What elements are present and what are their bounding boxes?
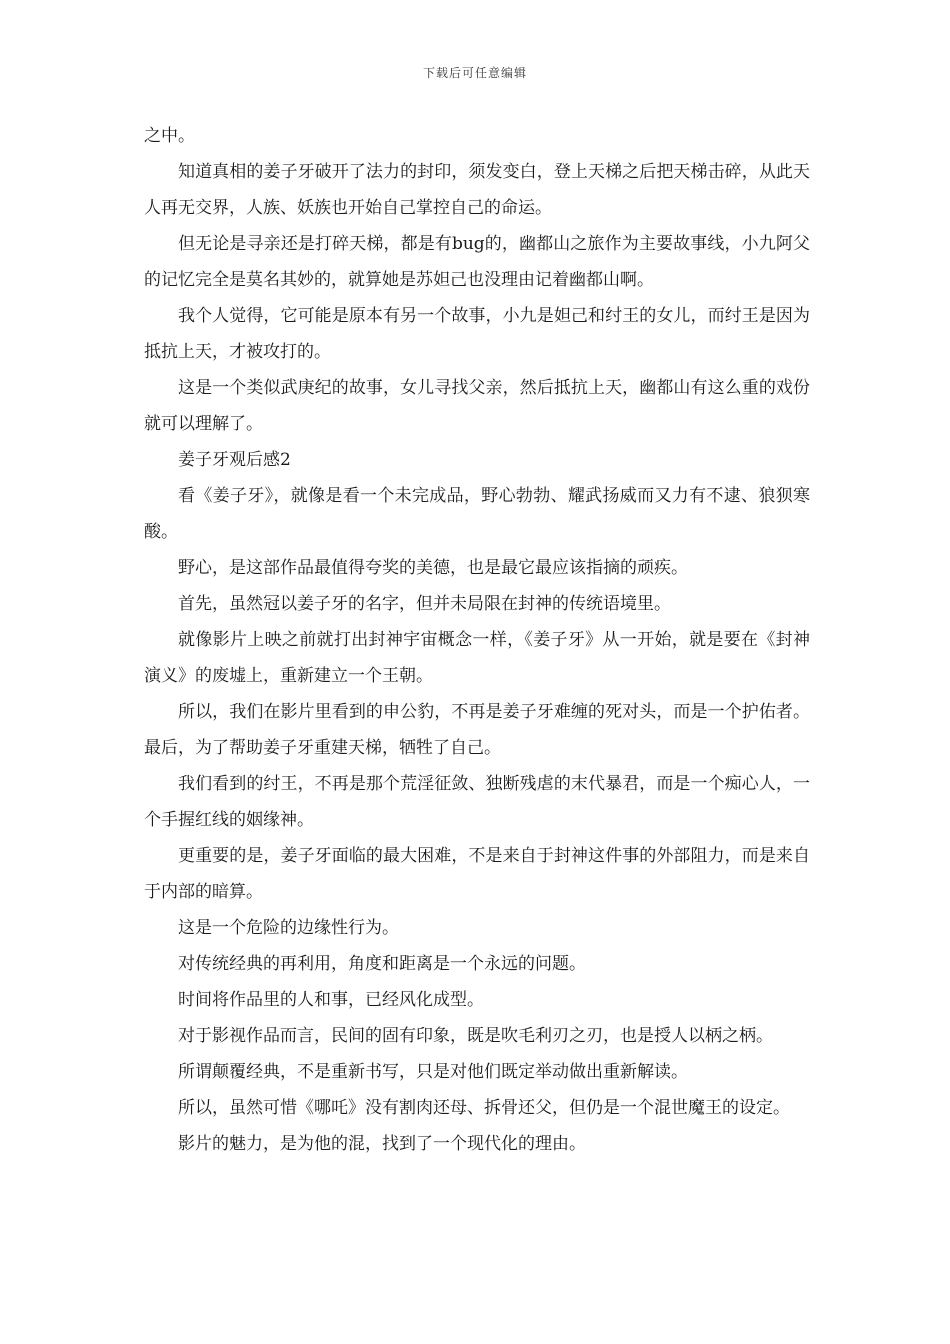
paragraph: 所谓颠覆经典，不是重新书写，只是对他们既定举动做出重新解读。 <box>178 1062 688 1082</box>
paragraph: 影片的魅力，是为他的混，找到了一个现代化的理由。 <box>178 1134 586 1154</box>
paragraph: 时间将作品里的人和事，已经风化成型。 <box>178 990 484 1010</box>
paragraph: 首先，虽然冠以姜子牙的名字，但并未局限在封神的传统语境里。 <box>178 594 671 614</box>
paragraph: 对于影视作品而言，民间的固有印象，既是吹毛利刃之刃，也是授人以柄之柄。 <box>178 1026 773 1046</box>
paragraph: 我们看到的纣王，不再是那个荒淫征敛、独断残虐的末代暴君，而是一个痴心人，一个手握红线的姻缘神。 <box>144 774 810 830</box>
page-header: 下载后可任意编辑 <box>422 66 527 80</box>
paragraph: 我个人觉得，它可能是原本有另一个故事，小九是妲己和纣王的女儿，而纣王是因为抵抗上天，才被攻打的。 <box>144 306 810 362</box>
section-heading: 姜子牙观后感2 <box>178 450 291 470</box>
paragraph: 看《姜子牙》，就像是看一个未完成品，野心勃勃、耀武扬威而又力有不逮、狼狈寒酸。 <box>144 486 810 542</box>
paragraph: 就像影片上映之前就打出封神宇宙概念一样，《姜子牙》从一开始，就是要在《封神演义》的废墟上，重新建立一个王朝。 <box>144 630 810 686</box>
paragraph: 这是一个危险的边缘性行为。 <box>178 918 399 938</box>
paragraph: 之中。 <box>144 126 195 146</box>
paragraph: 所以，我们在影片里看到的申公豹，不再是姜子牙难缠的死对头，而是一个护佑者。最后，为了帮助姜子牙重建天梯，牺牲了自己。 <box>144 702 810 758</box>
paragraph: 对传统经典的再利用，角度和距离是一个永远的问题。 <box>178 954 586 974</box>
document-body <box>144 118 810 1162</box>
paragraph: 知道真相的姜子牙破开了法力的封印，须发变白，登上天梯之后把天梯击碎，从此天人再无交界，人族、妖族也开始自己掌控自己的命运。 <box>144 162 810 218</box>
paragraph: 野心，是这部作品最值得夸奖的美德，也是最它最应该指摘的顽疾。 <box>178 558 688 578</box>
paragraph: 这是一个类似武庚纪的故事，女儿寻找父亲，然后抵抗上天，幽都山有这么重的戏份就可以理解了。 <box>144 378 810 434</box>
paragraph: 所以，虽然可惜《哪吒》没有割肉还母、拆骨还父，但仍是一个混世魔王的设定。 <box>178 1098 790 1118</box>
paragraph: 更重要的是，姜子牙面临的最大困难，不是来自于封神这件事的外部阻力，而是来自于内部的暗算。 <box>144 846 810 902</box>
paragraph: 但无论是寻亲还是打碎天梯，都是有bug的，幽都山之旅作为主要故事线，小九阿父的记忆完全是莫名其妙的，就算她是苏妲己也没理由记着幽都山啊。 <box>144 234 810 290</box>
